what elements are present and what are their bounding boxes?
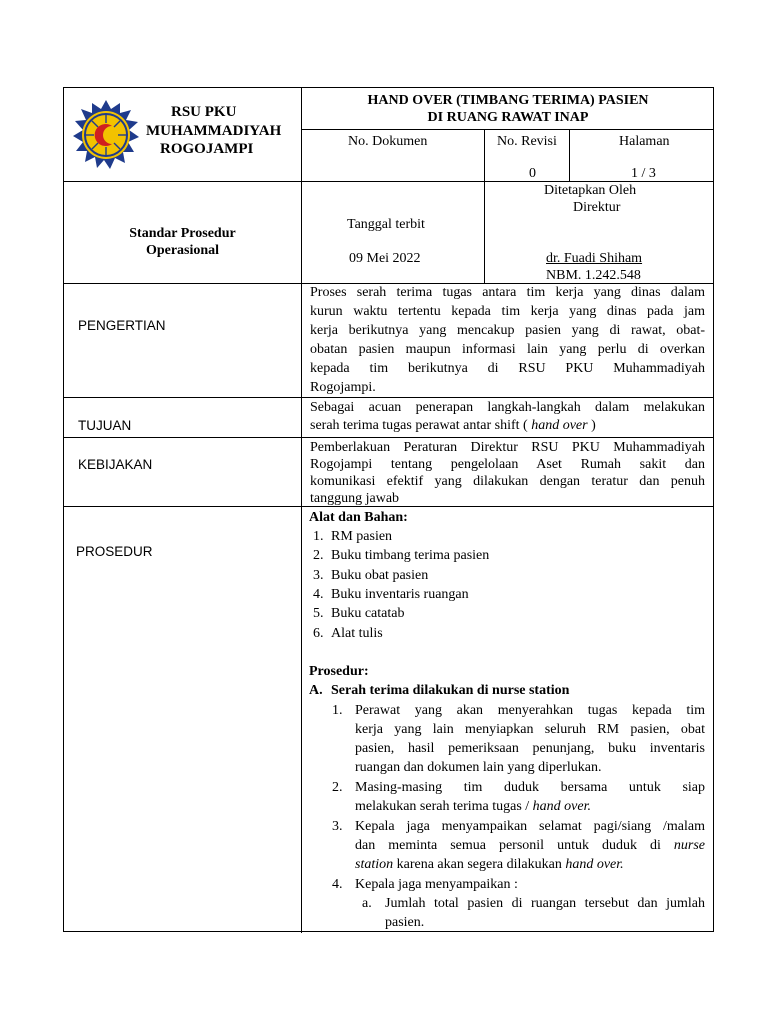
text-span: karena akan segera dilakukan (393, 857, 566, 872)
text-span-italic: hand over. (565, 857, 624, 872)
kebijakan-line: komunikasi efektif yang dilakukan dengan teratur dan penuh (310, 474, 705, 489)
grid-line (301, 129, 713, 130)
approved-by: Ditetapkan Oleh (544, 183, 637, 198)
materials-heading: Alat dan Bahan: (309, 510, 408, 525)
step-number: 3. (332, 819, 343, 834)
subsection-title: Serah terima dilakukan di nurse station (331, 683, 570, 698)
revision-value: 0 (529, 166, 536, 181)
list-item: Alat tulis (331, 626, 383, 641)
grid-line (484, 129, 485, 283)
text-span-italic: nurse (673, 838, 705, 853)
page-label: Halaman (619, 134, 670, 149)
director-nbm: NBM. 1.242.548 (546, 268, 641, 283)
step-line (355, 798, 591, 816)
issue-date: 09 Mei 2022 (349, 251, 421, 266)
step-line (355, 837, 705, 855)
pengertian-line: kepada tim berikutnya di RSU PKU Muhammadiyah (310, 361, 705, 376)
issue-date-label: Tanggal terbit (347, 217, 425, 232)
list-item: Buku obat pasien (331, 568, 429, 583)
page-value: 1 / 3 (631, 166, 656, 181)
list-number: 4. (313, 587, 324, 602)
step-line: Perawat yang akan menyerahkan tugas kepada tim (355, 703, 705, 718)
step-line: Kepala jaga menyampaikan selamat pagi/siang /malam (355, 819, 705, 834)
step-number: 2. (332, 780, 343, 795)
org-name-line: MUHAMMADIYAH (146, 123, 282, 139)
revision-label: No. Revisi (497, 134, 557, 149)
sop-document (63, 87, 714, 932)
substep-line: Jumlah total pasien di ruangan tersebut dan jumlah (385, 896, 705, 911)
list-number: 5. (313, 606, 324, 621)
tujuan-line: Sebagai acuan penerapan langkah-langkah dalam melakukan (310, 400, 705, 415)
section-label-kebijakan: KEBIJAKAN (78, 457, 153, 472)
step-line: pasien, hasil pemeriksaan penunjang, buku inventaris (355, 741, 705, 756)
text-span-italic: hand over (531, 418, 588, 433)
document-title: HAND OVER (TIMBANG TERIMA) PASIEN (367, 93, 649, 108)
list-item: Buku timbang terima pasien (331, 548, 490, 563)
list-item: RM pasien (331, 529, 393, 544)
substep-letter: a. (362, 896, 372, 911)
list-item: Buku inventaris ruangan (331, 587, 469, 602)
list-number: 2. (313, 548, 324, 563)
step-line: Kepala jaga menyampaikan : (355, 877, 518, 892)
kebijakan-line: Pemberlakuan Peraturan Direktur RSU PKU Muhammadiyah (310, 440, 705, 455)
step-number: 4. (332, 877, 343, 892)
kebijakan-line: tanggung jawab (310, 491, 400, 506)
section-label-tujuan: TUJUAN (78, 418, 132, 433)
list-number: 3. (313, 568, 324, 583)
procedure-heading: Prosedur: (309, 664, 369, 679)
pengertian-line: kerja berikutnya yang mencakup pasien yang di rawat, obat- (310, 323, 705, 338)
kebijakan-line: Rogojampi tentang pengelolaan Aset Rumah sakit dan (310, 457, 705, 472)
sop-label: Operasional (145, 243, 220, 258)
doc-number-label: No. Dokumen (348, 134, 428, 149)
sop-label: Standar Prosedur (129, 226, 236, 241)
pengertian-line: Rogojampi. (310, 380, 376, 395)
text-span: melakukan serah terima tugas / (355, 799, 533, 814)
step-line: ruangan dan dokumen lain yang diperlukan. (355, 760, 602, 775)
approver-title: Direktur (573, 200, 621, 215)
section-label-prosedur: PROSEDUR (76, 544, 153, 559)
hospital-logo (71, 96, 141, 174)
pengertian-line: obatan pasien maupun informasi lain yang perlu di overkan (310, 342, 705, 357)
director-name: dr. Fuadi Shiham (546, 251, 643, 266)
text-span-italic: station (355, 857, 394, 872)
list-item: Buku catatab (331, 606, 405, 621)
tujuan-line (310, 417, 596, 435)
grid-line (64, 397, 713, 398)
text-span: ) (587, 418, 596, 433)
org-name-line: ROGOJAMPI (160, 141, 254, 157)
grid-line (301, 88, 302, 933)
list-number: 6. (313, 626, 324, 641)
org-name-line: RSU PKU (171, 104, 237, 120)
step-line (355, 856, 624, 874)
text-span: dan meminta semua personil untuk duduk di (355, 838, 674, 853)
text-span-italic: hand over. (532, 799, 591, 814)
list-number: 1. (313, 529, 324, 544)
step-number: 1. (332, 703, 343, 718)
document-subtitle: DI RUANG RAWAT INAP (427, 110, 589, 125)
grid-line (569, 129, 570, 181)
step-line: kerja yang lain menyiapkan seluruh RM pasien, obat (355, 722, 705, 737)
step-line: Masing-masing tim duduk bersama untuk siap (355, 780, 705, 795)
pengertian-line: Proses serah terima tugas antara tim kerja yang dinas dalam (310, 285, 705, 300)
text-span: serah terima tugas perawat antar shift ( (310, 418, 532, 433)
subsection-letter: A. (309, 683, 323, 698)
section-label-pengertian: PENGERTIAN (78, 318, 166, 333)
pengertian-line: kurun waktu tertentu kepada tim kerja yang dinas pada jam (310, 304, 705, 319)
substep-line: pasien. (385, 915, 425, 930)
grid-line (64, 437, 713, 438)
